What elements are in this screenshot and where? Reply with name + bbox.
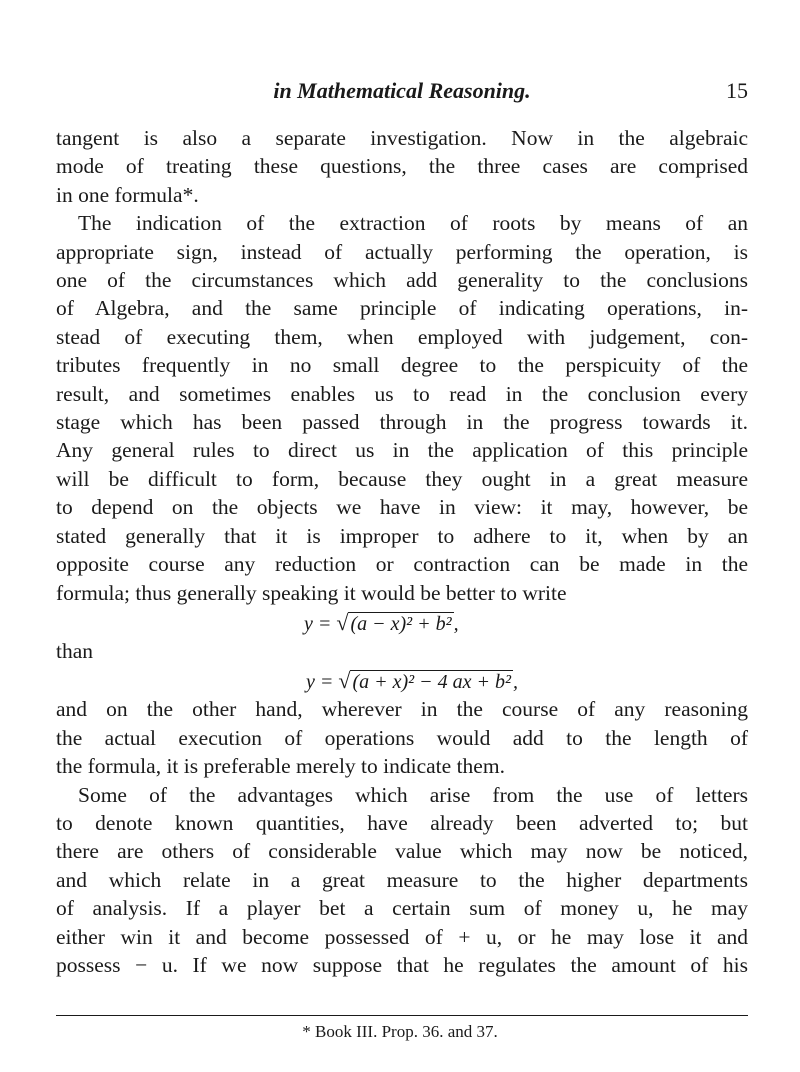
equation-1-radicand: (a − x)² + b² (350, 612, 452, 635)
running-head (56, 78, 748, 108)
text-line: to depend on the objects we have in view: it may, however, be (56, 495, 748, 520)
text-line: The indication of the extraction of roots by means of an (78, 211, 748, 236)
text-line: opposite course any reduction or contraction can be made in the (56, 552, 748, 577)
equation-2-radicand: (a + x)² − 4 ax + b² (352, 671, 512, 694)
equation-1-lhs: y = (304, 612, 337, 635)
sqrt-icon: √ (336, 609, 349, 635)
equation-2-lhs: y = (306, 671, 339, 694)
sqrt-icon: √ (338, 668, 351, 694)
text-line: in one formula*. (56, 182, 199, 207)
text-line: appropriate sign, instead of actually performing the operation, is (56, 239, 748, 264)
footnote: * Book III. Prop. 36. and 37. (302, 1022, 498, 1041)
text-line: mode of treating these questions, the three cases are comprised (56, 154, 748, 179)
body-text (56, 124, 748, 979)
text-line: possess − u. If we now suppose that he regulates the amount of his (56, 952, 748, 977)
equation-1 (56, 607, 748, 637)
text-line: the formula, it is preferable merely to indicate them. (56, 754, 505, 779)
text-line: and on the other hand, wherever in the course of any reasoning (56, 697, 748, 722)
text-line: of Algebra, and the same principle of indicating operations, in- (56, 296, 748, 321)
running-title: in Mathematical Reasoning. (273, 78, 531, 103)
text-line: will be difficult to form, because they ought in a great measure (56, 466, 748, 491)
text-line: and which relate in a great measure to the higher departments (56, 867, 748, 892)
equation-1-trail: , (453, 612, 459, 635)
footnote-rule (56, 1015, 748, 1016)
text-line: the actual execution of operations would add to the length of (56, 725, 748, 750)
text-line: stated generally that it is improper to adhere to it, when by an (56, 523, 748, 548)
text-line: of analysis. If a player bet a certain sum of money u, he may (56, 896, 748, 921)
text-line: to denote known quantities, have already been adverted to; but (56, 810, 748, 835)
text-line: result, and sometimes enables us to read in the conclusion every (56, 381, 748, 406)
text-line-than: than (56, 638, 94, 663)
text-line: Any general rules to direct us in the application of this principle (56, 438, 748, 463)
text-line: one of the circumstances which add generality to the conclusions (56, 268, 748, 293)
text-line: stage which has been passed through in the progress towards it. (56, 410, 748, 435)
equation-2-trail: , (513, 671, 519, 694)
page-number: 15 (726, 78, 748, 103)
text-line: tributes frequently in no small degree to the perspicuity of the (56, 353, 748, 378)
equation-2 (56, 665, 748, 695)
text-line: there are others of considerable value which may now be noticed, (56, 839, 748, 864)
text-line: formula; thus generally speaking it would be better to write (56, 580, 567, 605)
text-line: Some of the advantages which arise from the use of letters (78, 782, 748, 807)
text-line: either win it and become possessed of + u, or he may lose it and (56, 924, 748, 949)
text-line: tangent is also a separate investigation. Now in the algebraic (56, 126, 748, 150)
text-line: stead of executing them, when employed with judgement, con- (56, 324, 748, 349)
